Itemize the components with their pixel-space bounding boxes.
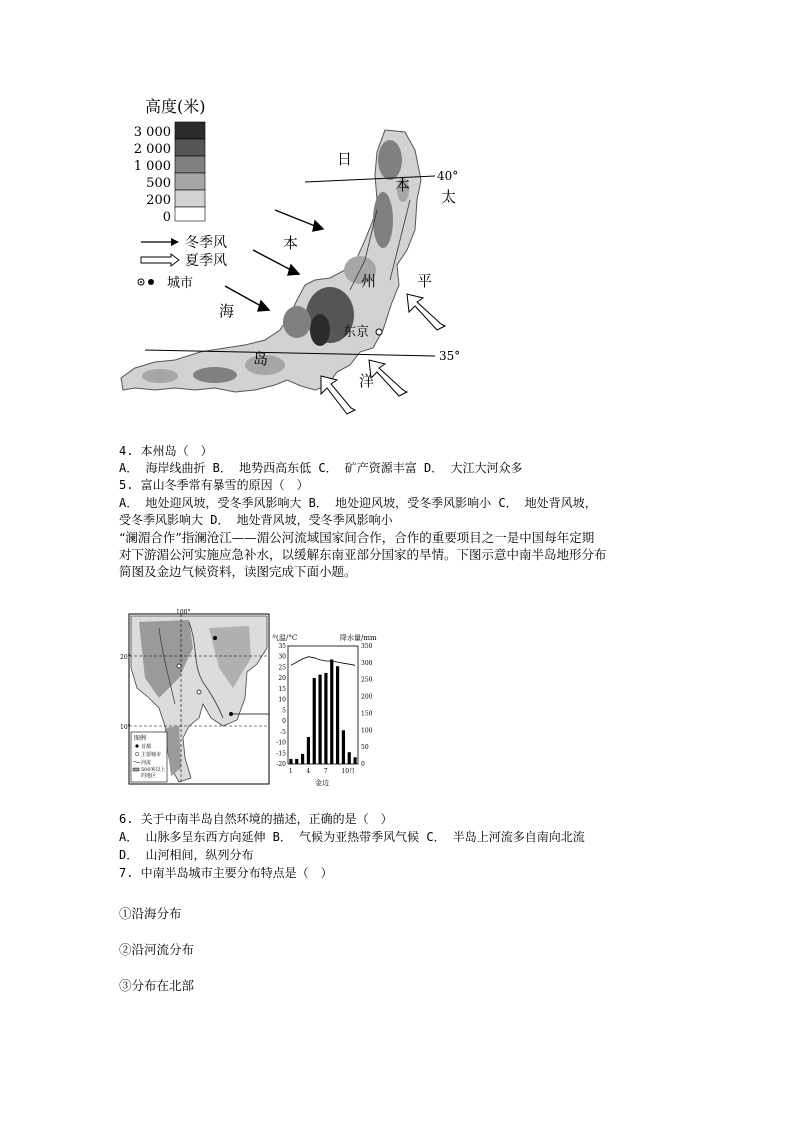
question-6-options-line1: A． 山脉多呈东西方向延伸 B． 气候为亚热带季风气候 C． 半岛上河流多自南向北流 xyxy=(119,830,585,844)
elevation-level-label: 3 000 xyxy=(133,125,171,140)
elevation-level-label: 0 xyxy=(162,210,171,225)
temperature-tick-label: 15 xyxy=(278,685,286,693)
legend-city-label: 主要城市 xyxy=(141,752,162,758)
legend-capital-symbol xyxy=(135,744,138,747)
precipitation-bar xyxy=(301,754,304,764)
city-legend-circle-dot xyxy=(140,281,142,283)
precipitation-bar xyxy=(330,659,333,764)
precipitation-tick-label: 300 xyxy=(361,659,373,667)
legend-high-label-2: 的地区 xyxy=(141,773,157,779)
precipitation-bar xyxy=(324,673,327,764)
legend-high-label-1: 500米以上 xyxy=(141,767,166,773)
precipitation-tick-label: 150 xyxy=(361,710,373,718)
elevation-level-label: 500 xyxy=(146,176,171,191)
precipitation-bar xyxy=(318,675,321,764)
month-tick-label: 7 xyxy=(323,768,328,775)
indochina-legend-title: 图例 xyxy=(134,735,147,742)
elevation-level-label: 1 000 xyxy=(133,159,171,174)
question-5-options-line2: 受冬季风影响大 D． 地处背风坡，受冬季风影响小 xyxy=(119,513,393,527)
month-tick-label: 10月 xyxy=(341,768,356,775)
terrain-patch xyxy=(193,367,237,383)
tokyo-city-marker xyxy=(376,329,382,335)
label-ben-island: 本 xyxy=(395,176,411,194)
elevation-color-swatch xyxy=(175,156,205,173)
legend-high-symbol xyxy=(133,768,139,771)
elevation-color-swatch xyxy=(175,207,205,221)
precipitation-bar xyxy=(353,757,356,764)
elevation-color-swatch xyxy=(175,139,205,156)
elevation-color-swatch xyxy=(175,190,205,207)
precipitation-tick-label: 0 xyxy=(361,761,365,768)
legend-city-symbol xyxy=(135,752,138,755)
temperature-tick-label: 0 xyxy=(282,718,286,726)
temperature-tick-label: 20 xyxy=(278,675,286,683)
intro-line2: 对下游湄公河实施应急补水，以缓解东南亚部分国家的旱情。下图示意中南半岛地形分布 xyxy=(119,547,607,562)
intro-line3: 简图及金边气候资料，读图完成下面小题。 xyxy=(119,564,357,579)
winter-wind-arrow xyxy=(275,210,323,231)
temperature-tick-label: 30 xyxy=(278,653,286,661)
precipitation-tick-label: 100 xyxy=(361,727,373,735)
temperature-tick-label: 5 xyxy=(282,707,286,715)
phnom-penh-climate-chart xyxy=(268,630,386,790)
temperature-tick-label: -15 xyxy=(276,750,286,758)
city-legend-dot xyxy=(148,279,154,285)
question-6-options-line2: D． 山河相间，纵列分布 xyxy=(119,848,254,862)
latitude-40-label: 40° xyxy=(437,169,459,183)
elevation-level-label: 200 xyxy=(146,193,171,208)
precipitation-bar xyxy=(307,737,310,764)
legend-capital-label: 首都 xyxy=(141,744,152,750)
latitude-35-label: 35° xyxy=(439,349,461,363)
question-6: 6. 关于中南半岛自然环境的描述，正确的是（ ） xyxy=(119,812,393,826)
month-tick-label: 1 xyxy=(288,768,293,775)
terrain-patch xyxy=(310,314,330,346)
legend-summer-label: 夏季风 xyxy=(185,253,227,269)
precipitation-tick-label: 50 xyxy=(361,744,369,752)
elevation-color-swatch xyxy=(175,173,205,190)
precipitation-bar xyxy=(342,730,345,764)
chart-ylabel-right: 降水量/mm xyxy=(340,634,377,642)
japan-terrain-map xyxy=(115,90,475,420)
temperature-tick-label: -10 xyxy=(276,739,286,747)
label-dao: 岛 xyxy=(253,350,269,368)
precipitation-bar xyxy=(295,759,298,764)
question-7: 7. 中南半岛城市主要分布特点是（ ） xyxy=(119,866,333,880)
option-item-2: ②沿河流分布 xyxy=(119,942,195,957)
label-tai: 太 xyxy=(441,188,457,206)
tokyo-label: 东京 xyxy=(343,325,370,340)
latitude-10-label: 10° xyxy=(120,724,131,731)
precipitation-bar xyxy=(313,678,316,764)
summer-legend-arrow xyxy=(141,254,179,266)
legend-winter-label: 冬季风 xyxy=(185,235,227,251)
winter-wind-arrow xyxy=(253,250,299,275)
temperature-tick-label: 10 xyxy=(278,696,286,704)
terrain-patch xyxy=(373,192,393,248)
winter-legend-arrowhead xyxy=(171,238,179,246)
temperature-tick-label: 25 xyxy=(278,664,286,672)
elevation-level-label: 2 000 xyxy=(133,142,171,157)
phnom-penh-marker xyxy=(229,712,233,716)
option-item-3: ③分布在北部 xyxy=(119,978,195,993)
precipitation-tick-label: 350 xyxy=(361,643,373,650)
city-marker xyxy=(197,690,201,694)
summer-wind-arrow xyxy=(407,294,445,330)
longitude-100-label: 100° xyxy=(176,609,191,616)
summer-wind-arrow xyxy=(369,360,407,396)
legend-river-label: 河流 xyxy=(141,760,152,766)
elevation-legend-title: 高度(米) xyxy=(145,97,206,116)
question-5: 5. 富山冬季常有暴雪的原因（ ） xyxy=(119,478,309,492)
elevation-color-swatch xyxy=(175,122,205,139)
terrain-patch xyxy=(142,369,178,383)
precipitation-tick-label: 200 xyxy=(361,693,373,701)
precipitation-tick-label: 250 xyxy=(361,676,373,684)
month-tick-label: 4 xyxy=(306,768,311,775)
temperature-tick-label: -5 xyxy=(280,728,286,736)
city-marker xyxy=(213,636,217,640)
latitude-20-label: 20° xyxy=(120,654,131,661)
label-ben-sea: 本 xyxy=(283,234,299,252)
city-marker xyxy=(177,664,181,668)
precipitation-bar xyxy=(289,759,292,764)
terrain-patch xyxy=(283,306,311,338)
question-5-options-line1: A． 地处迎风坡，受冬季风影响大 B． 地处迎风坡，受冬季风影响小 C． 地处背风坡， xyxy=(119,496,597,510)
label-hai: 海 xyxy=(219,302,235,320)
chart-ylabel-left: 气温/°C xyxy=(272,634,298,642)
elevation-legend xyxy=(134,122,205,225)
precipitation-bar xyxy=(348,752,351,764)
label-yang: 洋 xyxy=(359,372,375,390)
label-zhou: 州 xyxy=(361,272,377,290)
chart-xlabel: 金边 xyxy=(315,779,329,787)
question-4-options: A． 海岸线曲折 B． 地势西高东低 C． 矿产资源丰富 D． 大江大河众多 xyxy=(119,461,523,475)
summer-wind-arrow xyxy=(321,376,355,414)
question-4: 4. 本州岛（ ） xyxy=(119,444,213,458)
precipitation-bar xyxy=(336,666,339,764)
temperature-tick-label: 35 xyxy=(278,643,286,650)
label-ping: 平 xyxy=(417,272,433,290)
terrain-patch xyxy=(378,140,402,180)
intro-line1: “澜湄合作”指澜沧江——湄公河流域国家间合作，合作的重要项目之一是中国每年定期 xyxy=(119,530,595,545)
indochina-terrain-map xyxy=(119,608,271,788)
option-item-1: ①沿海分布 xyxy=(119,906,182,921)
legend-city-label: 城市 xyxy=(167,276,194,291)
temperature-tick-label: -20 xyxy=(276,761,286,768)
label-ri: 日 xyxy=(337,150,353,168)
